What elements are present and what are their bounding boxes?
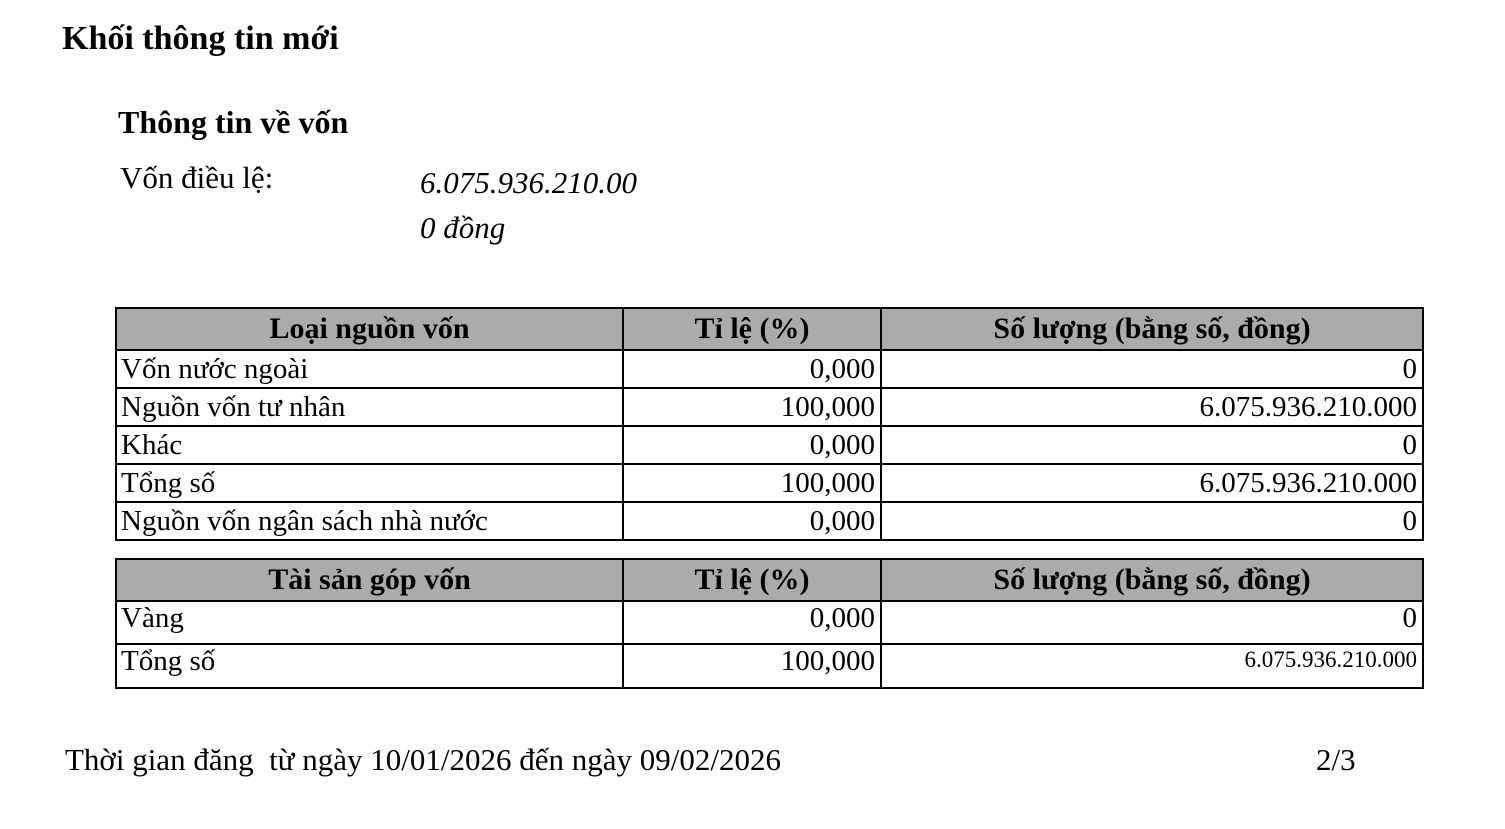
charter-capital-label: Vốn điều lệ: [120,160,274,195]
asset-type-cell: Vàng [116,601,623,644]
capital-type-cell: Nguồn vốn tư nhân [116,388,623,426]
capital-source-table [115,307,1424,541]
section-title: Thông tin về vốn [118,104,349,140]
table-row [116,388,1423,426]
capital-amount-cell: 6.075.936.210.000 [881,388,1423,426]
asset-amount-cell: 0 [881,601,1423,644]
page-number: 2/3 [1316,742,1356,777]
asset-table-header-ratio: Tỉ lệ (%) [623,559,881,601]
capital-ratio-cell: 100,000 [623,388,881,426]
asset-ratio-cell: 0,000 [623,601,881,644]
capital-table-header-amount: Số lượng (bằng số, đồng) [881,308,1423,350]
table-row [116,644,1423,688]
table-row [116,464,1423,502]
capital-ratio-cell: 0,000 [623,350,881,388]
table-row [116,426,1423,464]
registration-period-text: Thời gian đăng từ ngày 10/01/2026 đến ngày 09/02/2026 [65,742,781,777]
charter-capital-value-line1: 6.075.936.210.00 [420,165,637,200]
capital-amount-cell: 0 [881,350,1423,388]
capital-amount-cell: 6.075.936.210.000 [881,464,1423,502]
capital-type-cell: Vốn nước ngoài [116,350,623,388]
capital-table-header-row [116,308,1423,350]
asset-type-cell: Tổng số [116,644,623,688]
capital-ratio-cell: 0,000 [623,502,881,540]
capital-type-cell: Tổng số [116,464,623,502]
capital-amount-cell: 0 [881,502,1423,540]
capital-table-header-ratio: Tỉ lệ (%) [623,308,881,350]
asset-ratio-cell: 100,000 [623,644,881,688]
capital-table-header-type: Loại nguồn vốn [116,308,623,350]
contributed-asset-table [115,558,1424,689]
capital-type-cell: Nguồn vốn ngân sách nhà nước [116,502,623,540]
asset-table-header-type: Tài sản góp vốn [116,559,623,601]
charter-capital-value [420,160,637,250]
capital-ratio-cell: 0,000 [623,426,881,464]
page-title: Khối thông tin mới [62,20,339,57]
asset-table-header-row [116,559,1423,601]
asset-table-header-amount: Số lượng (bằng số, đồng) [881,559,1423,601]
asset-amount-cell: 6.075.936.210.000 [881,644,1423,688]
capital-type-cell: Khác [116,426,623,464]
capital-amount-cell: 0 [881,426,1423,464]
charter-capital-value-line2: 0 đồng [420,210,506,245]
table-row [116,601,1423,644]
table-row [116,350,1423,388]
capital-ratio-cell: 100,000 [623,464,881,502]
table-row [116,502,1423,540]
